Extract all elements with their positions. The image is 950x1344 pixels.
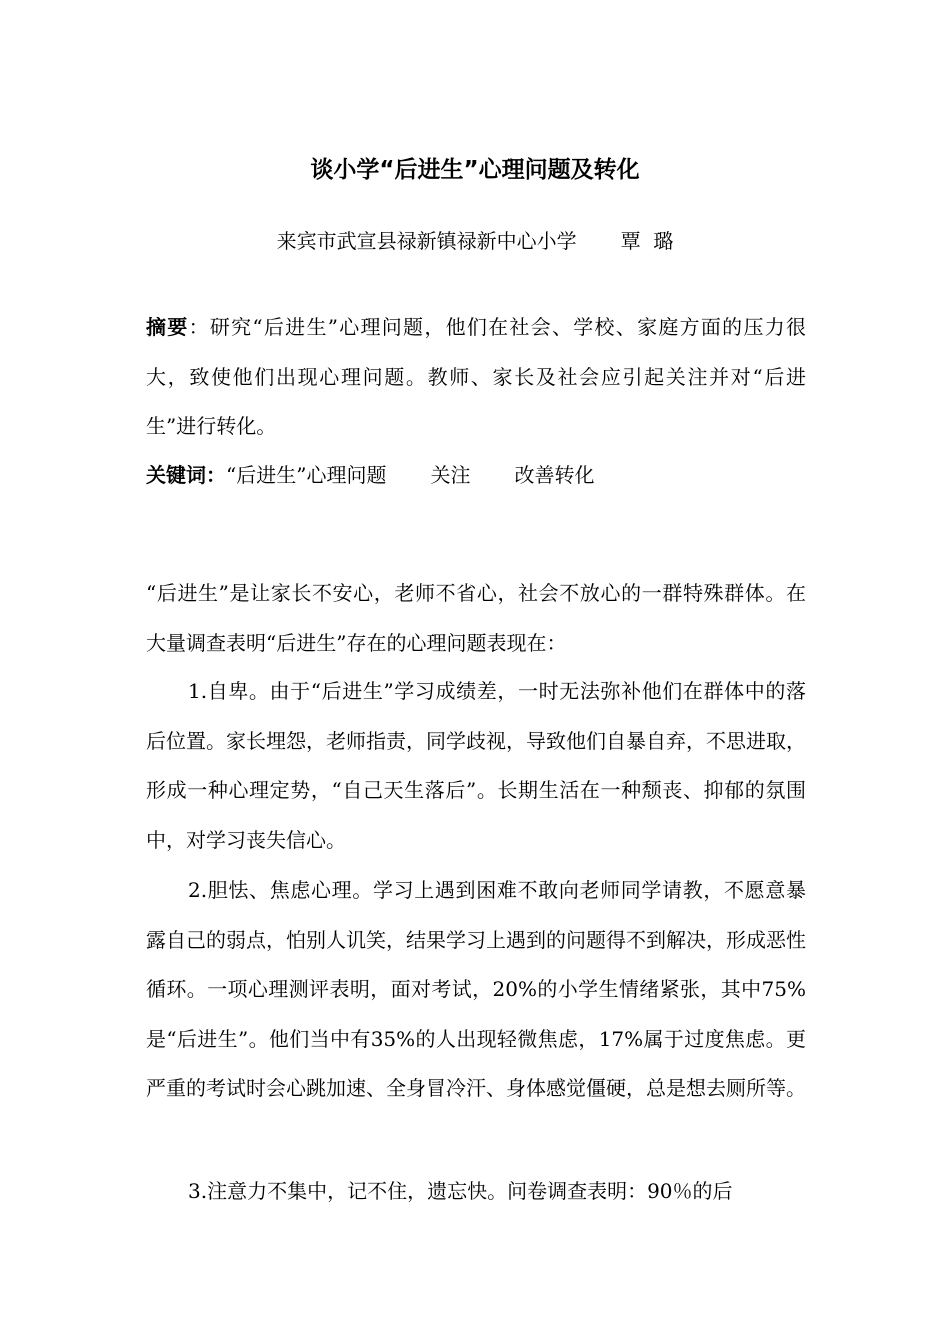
keywords-label: 关键词 — [146, 463, 206, 487]
abstract — [146, 303, 806, 452]
author-name: 覃 璐 — [620, 229, 674, 253]
body-paragraph: 3.注意力不集中，记不住，遗忘快。问卷调查表明：90％的后 — [188, 1179, 733, 1203]
byline — [0, 226, 950, 256]
abstract-colon: ： — [188, 315, 210, 339]
abstract-label: 摘要 — [146, 315, 189, 339]
keyword-item: “后进生”心理问题 — [226, 463, 387, 487]
keyword-item: 改善转化 — [514, 463, 595, 487]
school-name: 来宾市武宣县禄新镇禄新中心小学 — [276, 229, 577, 253]
keywords — [146, 451, 806, 501]
keyword-item: 关注 — [430, 463, 471, 487]
document-title: 谈小学“后进生”心理问题及转化 — [310, 157, 640, 183]
body-paragraph: 1.自卑。由于“后进生”学习成绩差，一时无法弥补他们在群体中的落后位置。家长埋怨，老师指责，同学歧视，导致他们自暴自弃，不思进取，形成一种心理定势，“自己天生落后”。长期生活在一种颓丧、抑郁的氛围中，对学习丧失信心。 — [146, 679, 806, 852]
keywords-colon: ： — [206, 463, 226, 487]
body-paragraph: 2.胆怯、焦虑心理。学习上遇到困难不敢向老师同学请教，不愿意暴露自己的弱点，怕别人讥笑，结果学习上遇到的问题得不到解决，形成恶性循环。一项心理测评表明，面对考试，20%的小学生情绪紧张，其中75%是“后进生”。他们当中有35%的人出现轻微焦虑，17%属于过度焦虑。更严重的考试时会心跳加速、全身冒冷汗、身体感觉僵硬，总是想去厕所等。 — [146, 878, 806, 1101]
abstract-text: 研究“后进生”心理问题，他们在社会、学校、家庭方面的压力很大，致使他们出现心理问题。教师、家长及社会应引起关注并对“后进生”进行转化。 — [146, 315, 807, 439]
body-paragraph: “后进生”是让家长不安心，老师不省心，社会不放心的一群特殊群体。在大量调查表明“后进生”存在的心理问题表现在： — [146, 581, 806, 655]
